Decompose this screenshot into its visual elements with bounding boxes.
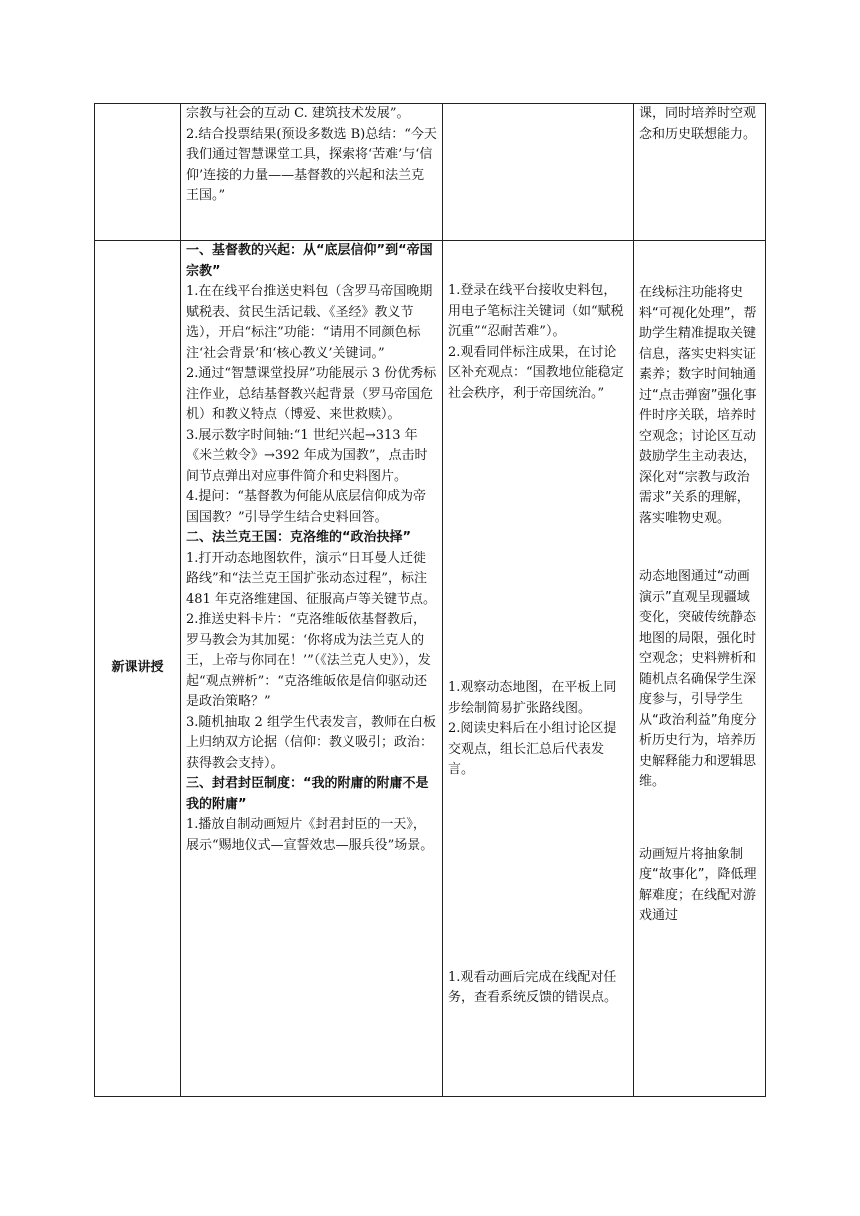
section-heading: 三、封君封臣制度：“我的附庸的附庸不是我的附庸” xyxy=(186,776,429,812)
stage-cell xyxy=(95,104,181,241)
intent-paragraph: 课，同时培养时空观念和历史联想能力。 xyxy=(639,106,757,142)
stage-cell: 新课讲授 xyxy=(95,241,181,1097)
table-row xyxy=(95,241,766,1097)
teacher-paragraph: 2.通过“智慧课堂投屏”功能展示 3 份优秀标注作业，总结基督教兴起背景（罗马帝国危机）和教义特点（博爱、来世救赎）。 xyxy=(186,366,437,422)
student-paragraph: 1.登录在线平台接收史料包，用电子笔标注关键词（如“赋税沉重”“忍耐苦难”）。 xyxy=(448,283,624,339)
intent-paragraph: 动态地图通过“动画演示”直观呈现疆域变化，突破传统静态地图的局限，强化时空观念；史料辨析和随机点名确保学生深度参与，引导学生从“政治利益”角度分析历史行为，培养历史解释能力和逻辑思维。 xyxy=(639,569,757,789)
section-heading: 一、基督教的兴起：从“底层信仰”到“帝国宗教” xyxy=(186,243,433,279)
lesson-plan-table xyxy=(94,103,766,1097)
teacher-paragraph: 1.打开动态地图软件，演示“日耳曼人迁徙路线”和“法兰克王国扩张动态过程”，标注 481 年克洛维建国、征服高卢等关键节点。 xyxy=(186,550,436,607)
teacher-activity-cell xyxy=(181,241,443,1097)
teacher-paragraph: 4.提问：“基督教为何能从底层信仰成为帝国国教？”引导学生结合史料回答。 xyxy=(186,489,427,525)
teacher-paragraph: 3.展示数字时间轴:“1 世纪兴起→313 年《米兰敕令》→392 年成为国教”，点击时间节点弹出对应事件简介和史料图片。 xyxy=(186,427,428,484)
student-paragraph: 2.观看同伴标注成果，在讨论区补充观点：“国教地位能稳定社会秩序，利于帝国统治。” xyxy=(448,344,624,401)
teacher-paragraph: 2.推送史料卡片：“克洛维皈依基督教后，罗马教会为其加冕：‘你将成为法兰克人的王，上帝与你同在！’”（《法兰克人史》），发起“观点辨析”：“克洛维皈依是信仰驱动还是政治策略？” xyxy=(186,612,431,709)
intent-paragraph: 动画短片将抽象制度“故事化”，降低理解难度；在线配对游戏通过 xyxy=(639,846,757,923)
intent-paragraph: 在线标注功能将史料“可视化处理”，帮助学生精准提取关键信息，落实史料实证素养；数字时间轴通过“点击弹窗”强化事件时序关联，培养时空观念；讨论区互动鼓励学生主动表达，深化对“宗教与政治需求”关系的理解，落实唯物史观。 xyxy=(639,285,757,526)
student-block xyxy=(448,678,628,781)
student-block xyxy=(448,281,628,404)
student-paragraph: 1.观看动画后完成在线配对任务，查看系统反馈的错误点。 xyxy=(448,969,618,1005)
student-activity-cell xyxy=(443,241,634,1097)
table-row xyxy=(95,104,766,241)
design-intent-cell xyxy=(634,241,766,1097)
section-heading: 二、法兰克王国：克洛维的“政治抉择” xyxy=(186,530,412,545)
teacher-activity-cell xyxy=(181,104,443,241)
teacher-paragraph: 宗教与社会的互动 C. 建筑技术发展”。 xyxy=(186,106,410,121)
design-intent-cell xyxy=(634,104,766,241)
student-paragraph: 2.阅读史料后在小组讨论区提交观点，组长汇总后代表发言。 xyxy=(448,721,617,777)
teacher-paragraph: 1.在在线平台推送史料包（含罗马帝国晚期赋税表、贫民生活记载、《圣经》教义节选），开启“标注”功能：“请用不同颜色标注‘社会背景’和‘核心教义’关键词。” xyxy=(186,284,433,361)
student-activity-cell xyxy=(443,104,634,241)
teacher-paragraph: 2.结合投票结果(预设多数选 B)总结：“今天我们通过智慧课堂工具，探索将‘苦难’与‘信仰’连接的力量——基督教的兴起和法兰克王国。” xyxy=(186,126,437,203)
teacher-paragraph: 1.播放自制动画短片《封君封臣的一天》，展示“赐地仪式—宣誓效忠—服兵役”场景。 xyxy=(186,817,434,853)
student-paragraph: 1.观察动态地图，在平板上同步绘制简易扩张路线图。 xyxy=(448,680,617,716)
teacher-paragraph: 3.随机抽取 2 组学生代表发言，教师在白板上归纳双方论据（信仰：教义吸引；政治：获得教会支持）。 xyxy=(186,714,436,771)
student-block xyxy=(448,968,628,1009)
